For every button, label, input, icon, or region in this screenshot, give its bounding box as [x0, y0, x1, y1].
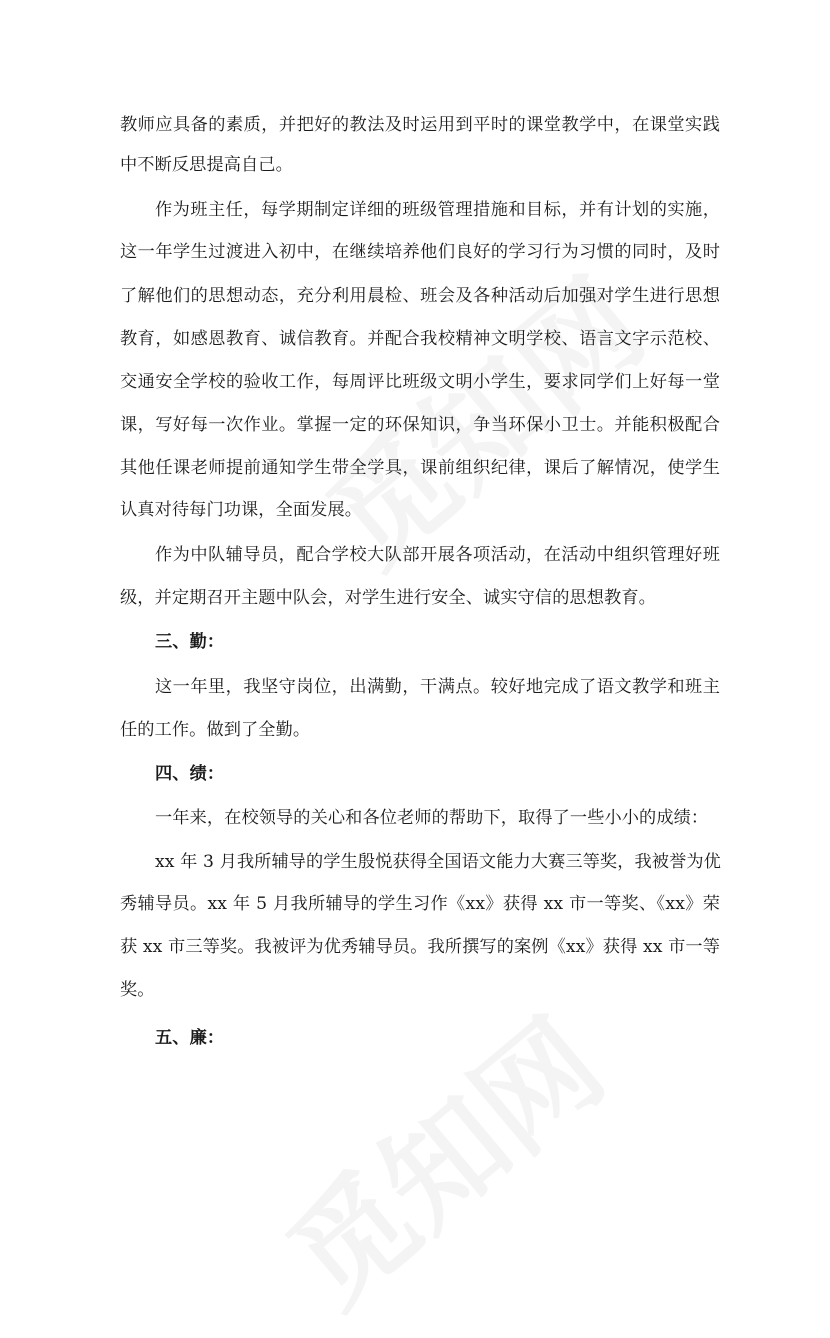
text-line: 教师应具备的素质，并把好的教法及时运用到平时的课堂教学中，在课堂实践 [120, 115, 720, 135]
section-heading: 五、廉： [155, 1028, 225, 1048]
text-line: 奖。 [120, 980, 155, 1000]
text-line: 中不断反思提高自己。 [120, 155, 293, 175]
text-line: 一年来，在校领导的关心和各位老师的帮助下，取得了一些小小的成绩： [155, 808, 709, 828]
section-heading: 三、勤： [155, 632, 225, 652]
section-heading: 四、绩： [155, 764, 225, 784]
text-line: 交通安全学校的验收工作，每周评比班级文明小学生，要求同学们上好每一堂 [120, 372, 720, 392]
text-line: 作为中队辅导员，配合学校大队部开展各项活动，在活动中组织管理好班 [155, 545, 720, 565]
text-line: 课，写好每一次作业。掌握一定的环保知识，争当环保小卫士。并能积极配合 [120, 415, 720, 435]
text-line: 级，并定期召开主题中队会，对学生进行安全、诚实守信的思想教育。 [120, 588, 656, 608]
text-line: 认真对待每门功课，全面发展。 [120, 500, 363, 520]
text-line: 其他任课老师提前通知学生带全学具，课前组织纪律，课后了解情况，使学生 [120, 458, 720, 478]
text-line: 这一年学生过渡进入初中，在继续培养他们良好的学习行为习惯的同时，及时 [120, 242, 720, 262]
text-line: 作为班主任，每学期制定详细的班级管理措施和目标，并有计划的实施， [155, 200, 720, 220]
text-line: 这一年里，我坚守岗位，出满勤，干满点。较好地完成了语文教学和班主 [155, 677, 720, 697]
text-line: 秀辅导员。xx 年 5 月我所辅导的学生习作《xx》获得 xx 市一等奖、《xx》荣 [120, 894, 720, 914]
text-line: 教育，如感恩教育、诚信教育。并配合我校精神文明学校、语言文字示范校、 [120, 329, 720, 349]
text-line: xx 年 3 月我所辅导的学生殷悦获得全国语文能力大赛三等奖，我被誉为优 [155, 852, 721, 872]
text-line: 获 xx 市三等奖。我被评为优秀辅导员。我所撰写的案例《xx》获得 xx 市一等 [120, 937, 720, 957]
text-line: 任的工作。做到了全勤。 [120, 720, 311, 740]
text-line: 了解他们的思想动态，充分利用晨检、班会及各种活动后加强对学生进行思想 [120, 286, 720, 306]
